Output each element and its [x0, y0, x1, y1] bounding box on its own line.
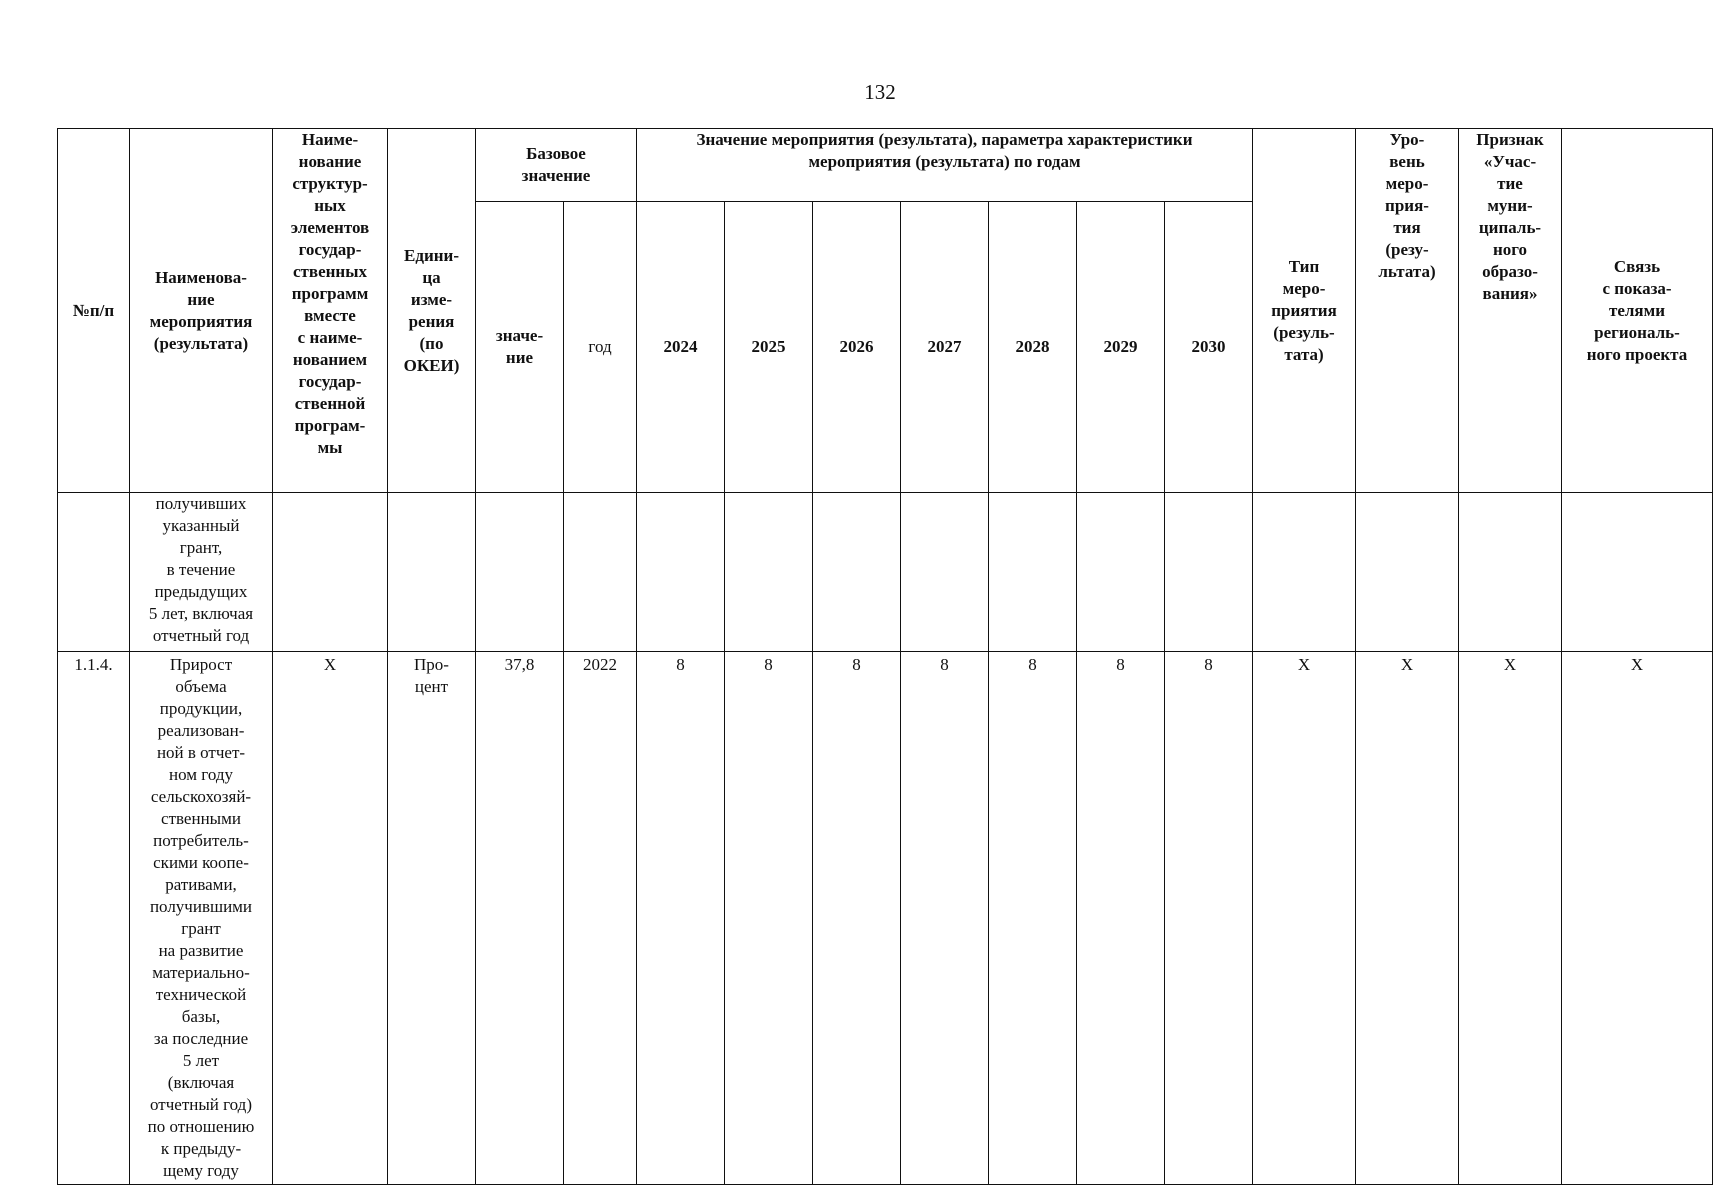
- header-link: Связь с показа- телями региональ- ного проекта: [1562, 129, 1713, 493]
- header-municipal: Признак «Учас- тие муни- ципаль- ного образо- вания»: [1459, 129, 1562, 493]
- row-unit: Про- цент: [388, 652, 476, 1185]
- header-unit: Едини- ца изме- рения (по ОКЕИ): [388, 129, 476, 493]
- header-level: Уро- вень меро- прия- тия (резу- льтата): [1356, 129, 1459, 493]
- row-structural: X: [273, 652, 388, 1185]
- header-base-value-year: год: [564, 202, 637, 493]
- header-by-years: Значение мероприятия (результата), параметра характеристики мероприятия (результата) по годам: [637, 129, 1253, 202]
- page-number: 132: [864, 80, 896, 104]
- header-year-2027: 2027: [901, 202, 989, 493]
- row-unit: [388, 493, 476, 652]
- header-num: №п/п: [58, 129, 130, 493]
- header-year-2030: 2030: [1165, 202, 1253, 493]
- row-num: 1.1.4.: [58, 652, 130, 1185]
- header-year-2029: 2029: [1077, 202, 1165, 493]
- header-type: Тип меро- приятия (резуль- тата): [1253, 129, 1356, 493]
- header-year-2026: 2026: [813, 202, 901, 493]
- row-year-value: [813, 493, 901, 652]
- row-name: получивших указанный грант, в течение предыдущих 5 лет, включая отчетный год: [130, 493, 273, 652]
- row-link: [1562, 493, 1713, 652]
- row-year-value: 8: [989, 652, 1077, 1185]
- header-name: Наименова- ние мероприятия (результата): [130, 129, 273, 493]
- row-num: [58, 493, 130, 652]
- row-structural: [273, 493, 388, 652]
- row-year-value: [989, 493, 1077, 652]
- row-level: X: [1356, 652, 1459, 1185]
- header-base-value-value: значе- ние: [476, 202, 564, 493]
- row-year-value: [1165, 493, 1253, 652]
- row-base-year: 2022: [564, 652, 637, 1185]
- row-link: X: [1562, 652, 1713, 1185]
- header-year-2028: 2028: [989, 202, 1077, 493]
- header-year-2025: 2025: [725, 202, 813, 493]
- header-structural-elements: Наиме- нование структур- ных элементов государ- ственных программ вместе с наиме- нованием государ- ственной програм- мы: [273, 129, 388, 493]
- row-type: [1253, 493, 1356, 652]
- row-base-value: 37,8: [476, 652, 564, 1185]
- table-row: [58, 493, 1713, 652]
- row-type: X: [1253, 652, 1356, 1185]
- row-year-value: 8: [1165, 652, 1253, 1185]
- row-year-value: 8: [637, 652, 725, 1185]
- row-year-value: [725, 493, 813, 652]
- indicators-table: [57, 128, 1713, 1185]
- row-base-year: [564, 493, 637, 652]
- row-year-value: [637, 493, 725, 652]
- row-year-value: 8: [1077, 652, 1165, 1185]
- row-year-value: 8: [901, 652, 989, 1185]
- row-municipal: X: [1459, 652, 1562, 1185]
- header-year-2024: 2024: [637, 202, 725, 493]
- header-base-value: Базовое значение: [476, 129, 637, 202]
- row-year-value: 8: [725, 652, 813, 1185]
- header-row-top: [58, 129, 1713, 202]
- table-row: [58, 652, 1713, 1185]
- row-base-value: [476, 493, 564, 652]
- row-year-value: 8: [813, 652, 901, 1185]
- row-level: [1356, 493, 1459, 652]
- row-year-value: [901, 493, 989, 652]
- row-municipal: [1459, 493, 1562, 652]
- row-name: Прирост объема продукции, реализован- ной в отчет- ном году сельскохозяй- ственными потребитель- скими коопе- ративами, получившими грант на развитие материально- технической базы, за последние 5 лет (включая отчетный год) по отношению к предыду- щему году: [130, 652, 273, 1185]
- row-year-value: [1077, 493, 1165, 652]
